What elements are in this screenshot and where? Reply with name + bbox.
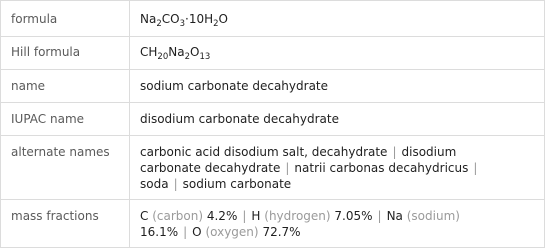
row-label-hill-formula: Hill formula xyxy=(11,45,81,59)
separator: | xyxy=(285,161,290,175)
name-value: sodium carbonate decahydrate xyxy=(140,79,329,93)
row-label-alternate-names: alternate names xyxy=(11,145,110,159)
row-label-name: name xyxy=(11,79,46,93)
alternate-names-line-2: carbonate decahydrate | natrii carbonas decahydricus | xyxy=(140,160,532,176)
separator: | xyxy=(242,209,247,223)
row-divider xyxy=(1,102,544,103)
separator: | xyxy=(392,145,397,159)
row-divider xyxy=(1,36,544,37)
mass-fractions-line-2: 16.1% | O (oxygen) 72.7% xyxy=(140,225,301,239)
alternate-names-line-1: carbonic acid disodium salt, decahydrate | disodium xyxy=(140,145,457,159)
row-label-formula: formula xyxy=(11,12,58,26)
hill-formula-value: $CH_{20}Na_2O_{13}$ xyxy=(140,45,211,62)
iupac-name-value: disodium carbonate decahydrate xyxy=(140,112,339,126)
row-divider xyxy=(1,135,544,136)
formula-value: $Na_2CO_3\cdot 10H_2O$ xyxy=(140,12,228,29)
row-divider xyxy=(1,199,544,200)
separator: | xyxy=(173,177,178,191)
separator: | xyxy=(183,225,188,239)
alternate-names-line-3: soda | sodium carbonate xyxy=(140,177,292,191)
column-divider xyxy=(129,1,130,247)
row-divider xyxy=(1,69,544,70)
separator: | xyxy=(473,161,478,175)
row-label-iupac-name: IUPAC name xyxy=(11,112,85,126)
mass-fractions-line-1: C (carbon) 4.2% | H (hydrogen) 7.05% | Na (sodium) xyxy=(140,209,460,223)
row-label-mass-fractions: mass fractions xyxy=(11,209,99,223)
separator: | xyxy=(377,209,382,223)
